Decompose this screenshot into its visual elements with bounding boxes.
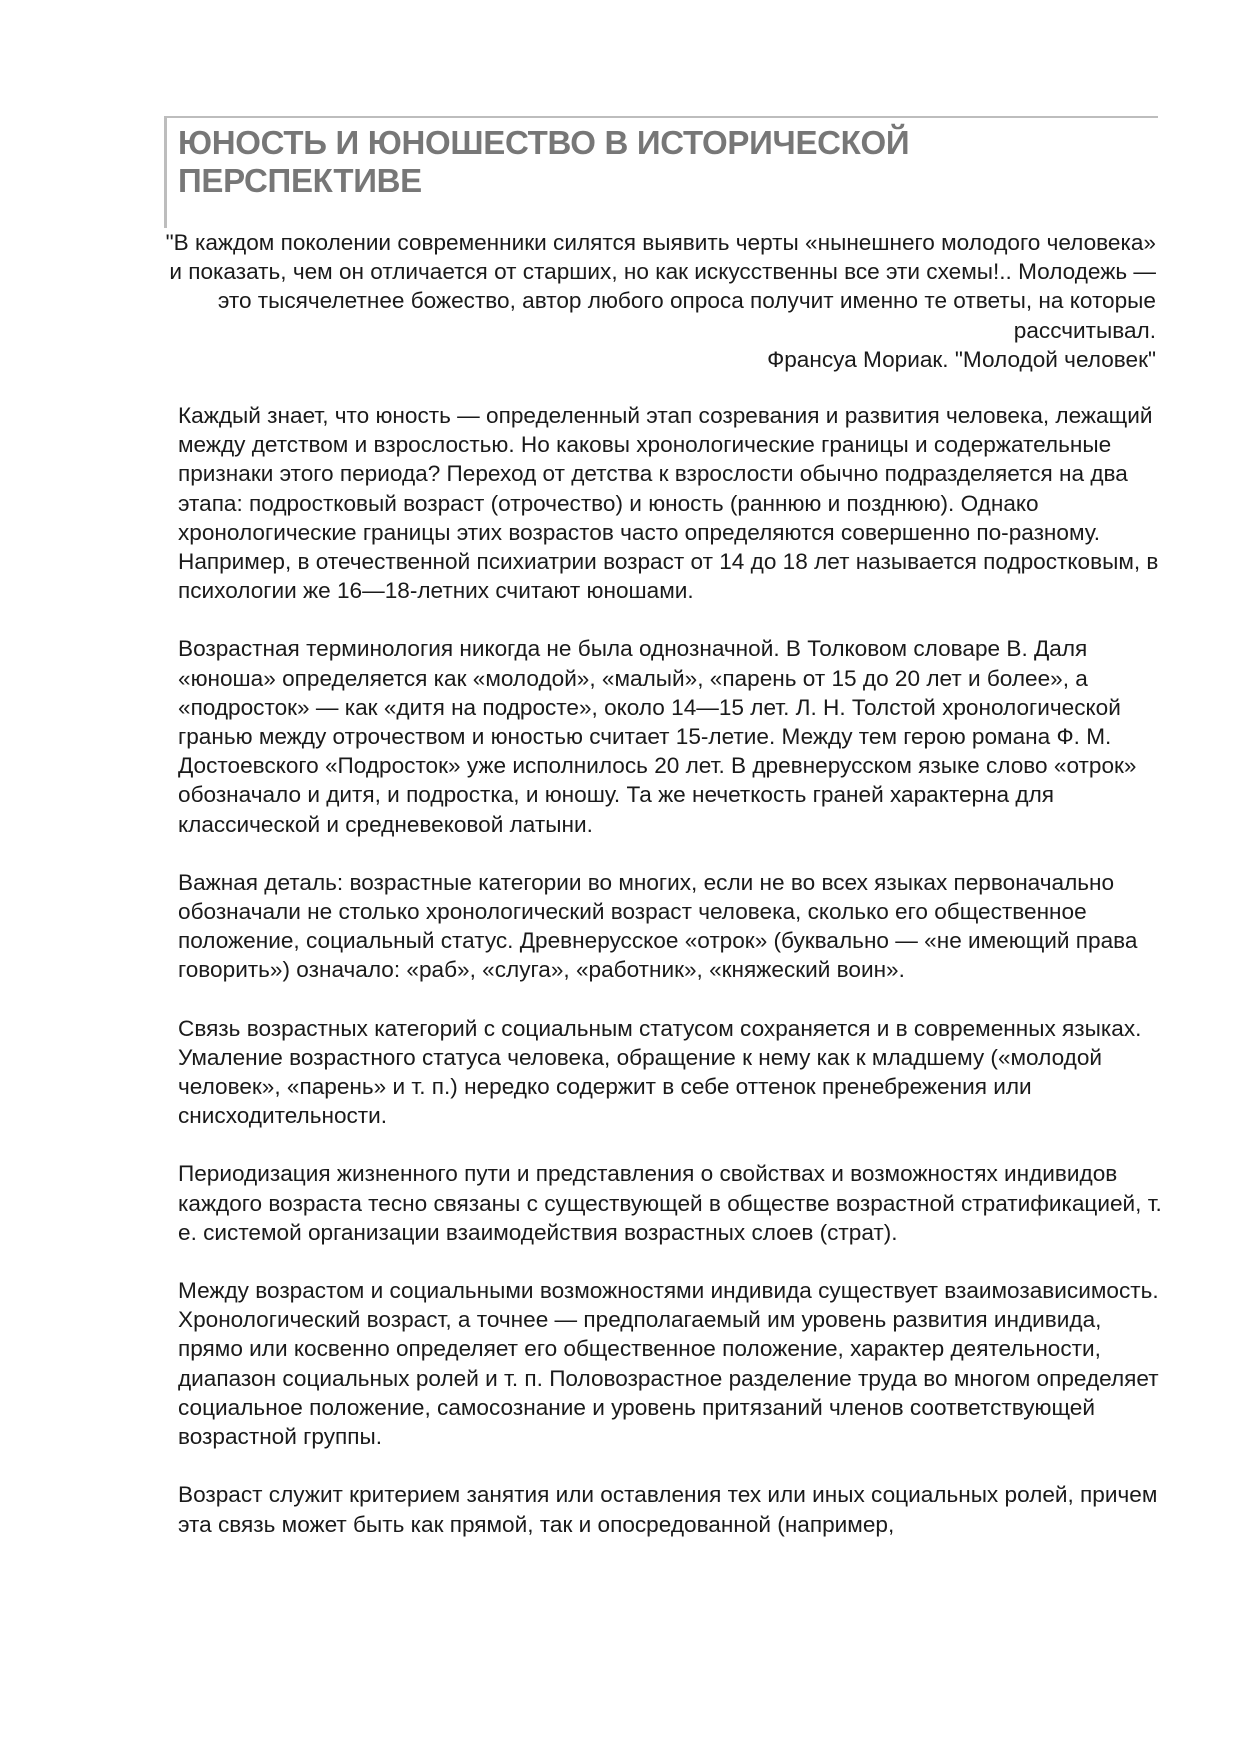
paragraph: Связь возрастных категорий с социальным статусом сохраняется и в современных языках. Умаление возрастного статуса человека, обращение к нему как к младшему («молодой человек», «парень» и т. п.) нередко содержит в себе оттенок пренебрежения или снисходительности. bbox=[178, 1015, 1142, 1129]
heading-left-rule bbox=[164, 116, 167, 228]
heading-top-rule bbox=[164, 116, 1158, 118]
document-title: ЮНОСТЬ И ЮНОШЕСТВО В ИСТОРИЧЕСКОЙ ПЕРСПЕКТИВЕ bbox=[178, 124, 910, 199]
epigraph-quote: "В каждом поколении современники силятся выявить черты «нынешнего молодого человека» и показать, чем он отличается от старших, но как искусственны все эти схемы!.. Молодежь — это тысячелетнее божество, автор любого опроса получит именно те ответы, на которые рассчитывал. bbox=[165, 230, 1156, 343]
paragraph: Каждый знает, что юность — определенный этап созревания и развития человека, лежащий между детством и взрослостью. Но каковы хронологические границы и содержательные признаки этого периода? Переход от детства к взрослости обычно подразделяется на два этапа: подростковый возраст (отрочество) и юность (раннюю и позднюю). Однако хронологические границы этих возрастов часто определяются совершенно по-разному. Например, в отечественной психиатрии возраст от 14 до 18 лет называется подростковым, в психологии же 16—18-летних считают юношами. bbox=[178, 403, 1159, 604]
paragraph: Между возрастом и социальными возможностями индивида существует взаимозависимость. Хронологический возраст, а точнее — предполагаемый им уровень развития индивида, прямо или косвенно определяет его общественное положение, характер деятельности, диапазон социальных ролей и т. п. Половозрастное разделение труда во многом определяет социальное положение, самосознание и уровень притязаний членов соответствующей возрастной группы. bbox=[178, 1278, 1159, 1450]
epigraph-attribution: Франсуа Мориак. "Молодой человек" bbox=[767, 346, 1156, 372]
paragraph: Периодизация жизненного пути и представления о свойствах и возможностях индивидов каждого возраста тесно связаны с существующей в обществе возрастной стратификацией, т. е. системой организации взаимодействия возрастных слоев (страт). bbox=[178, 1161, 1162, 1245]
paragraph: Возраст служит критерием занятия или оставления тех или иных социальных ролей, причем эта связь может быть как прямой, так и опосредованной (например, bbox=[178, 1482, 1158, 1537]
paragraph: Важная деталь: возрастные категории во многих, если не во всех языках первоначально обозначали не столько хронологический возраст человека, сколько его общественное положение, социальный статус. Древнерусское «отрок» (буквально — «не имеющий права говорить») означало: «раб», «слуга», «работник», «княжеский воин». bbox=[178, 869, 1138, 983]
heading-block bbox=[164, 116, 1158, 228]
body-text bbox=[178, 401, 1168, 1568]
paragraph: Возрастная терминология никогда не была однозначной. В Толковом словаре В. Даля «юноша» определяется как «молодой», «малый», «парень от 15 до 20 лет и более», а «подросток» — как «дитя на подросте», около 14—15 лет. Л. Н. Толстой хронологической гранью между отрочеством и юностью считает 15-летие. Между тем герою романа Ф. М. Достоевского «Подросток» уже исполнилось 20 лет. В древнерусском языке слово «отрок» обозначало и дитя, и подростка, и юношу. Та же нечеткость граней характерна для классической и средневековой латыни. bbox=[178, 636, 1137, 837]
epigraph bbox=[160, 228, 1156, 374]
